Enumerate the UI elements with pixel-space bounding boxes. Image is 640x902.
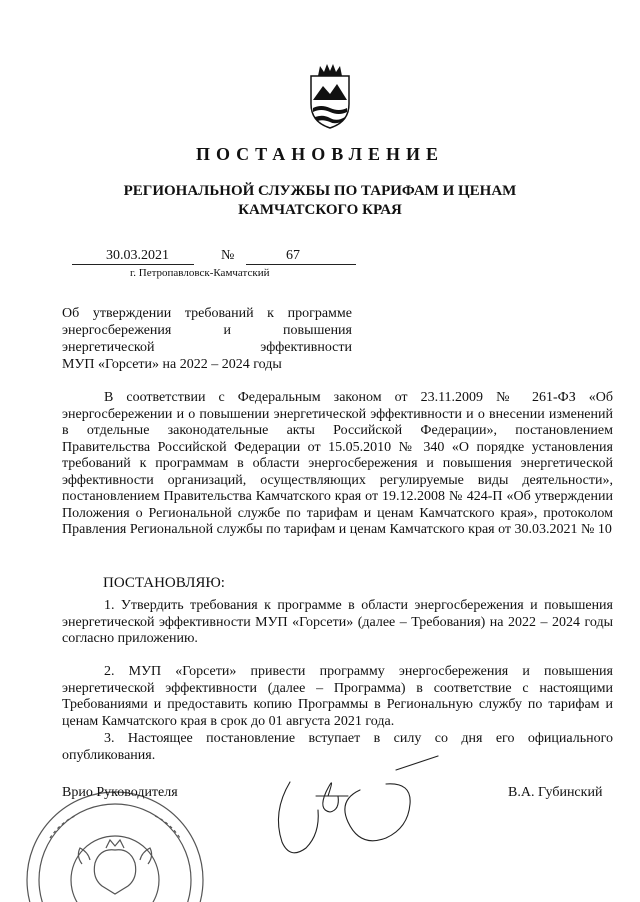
subject-line: энергосбережения и повышения: [62, 323, 352, 338]
subject-line: энергетической эффективности: [62, 340, 352, 355]
signatory-name: В.А. Губинский: [508, 785, 603, 800]
subject-line: Об утверждении требований к программе: [62, 306, 352, 321]
document-subject: [62, 305, 352, 373]
document-number: 67: [286, 248, 300, 263]
number-sign: №: [221, 248, 235, 263]
document-city: г. Петропавловск-Камчатский: [130, 267, 270, 279]
document-date: 30.03.2021: [106, 248, 169, 263]
number-underline: [246, 264, 356, 265]
handwritten-signature: [268, 752, 458, 862]
resolution-item-3: 3. Настоящее постановление вступает в силу со дня его официального опубликования.: [62, 731, 613, 763]
resolve-heading: ПОСТАНОВЛЯЮ:: [103, 575, 225, 591]
organization-name-line-1: РЕГИОНАЛЬНОЙ СЛУЖБЫ ПО ТАРИФАМ И ЦЕНАМ: [123, 183, 517, 199]
date-underline: [72, 264, 194, 265]
organization-name-line-2: КАМЧАТСКОГО КРАЯ: [238, 202, 402, 218]
resolution-item-1: 1. Утвердить требования к программе в области энергосбережения и повышения энергетической эффективности МУП «Горсети» (далее – Требования) на 2022 – 2024 годы согласно приложению.: [62, 598, 613, 646]
document-title: ПОСТАНОВЛЕНИЕ: [195, 144, 445, 164]
signatory-role: Врио Руководителя: [62, 785, 178, 800]
legal-basis-paragraph: В соответствии с Федеральным законом от 23.11.2009 № 261-ФЗ «Об энергосбережении и о повышении энергетической эффективности и о внесении изменений в отдельные законодательные акты Российской Федерации», постановлением Правительства Российской Федерации от 15.05.2010 № 340 «О порядке установления требований к программам в области энергосбережения и повышения энергетической эффективности организаций, осуществляющих регулируемые виды деятельности», постановлением Правительства Камчатского края от 19.12.2008 № 424-П «Об утверждении Положения о Региональной службе по тарифам и ценам Камчатского края», протоколом Правления Региональной службы по тарифам и ценам Камчатского края от 30.03.2021 № 10: [62, 390, 613, 537]
subject-line: МУП «Горсети» на 2022 – 2024 годы: [62, 357, 282, 372]
coat-of-arms-emblem: [305, 62, 355, 130]
resolution-item-2: 2. МУП «Горсети» привести программу энергосбережения и повышения энергетической эффективности (далее – Программа) в соответствие с настоящими Требованиями и предоставить копию Программы в Региональную службу по тарифам и ценам Камчатского края в срок до 01 августа 2021 года.: [62, 664, 613, 729]
